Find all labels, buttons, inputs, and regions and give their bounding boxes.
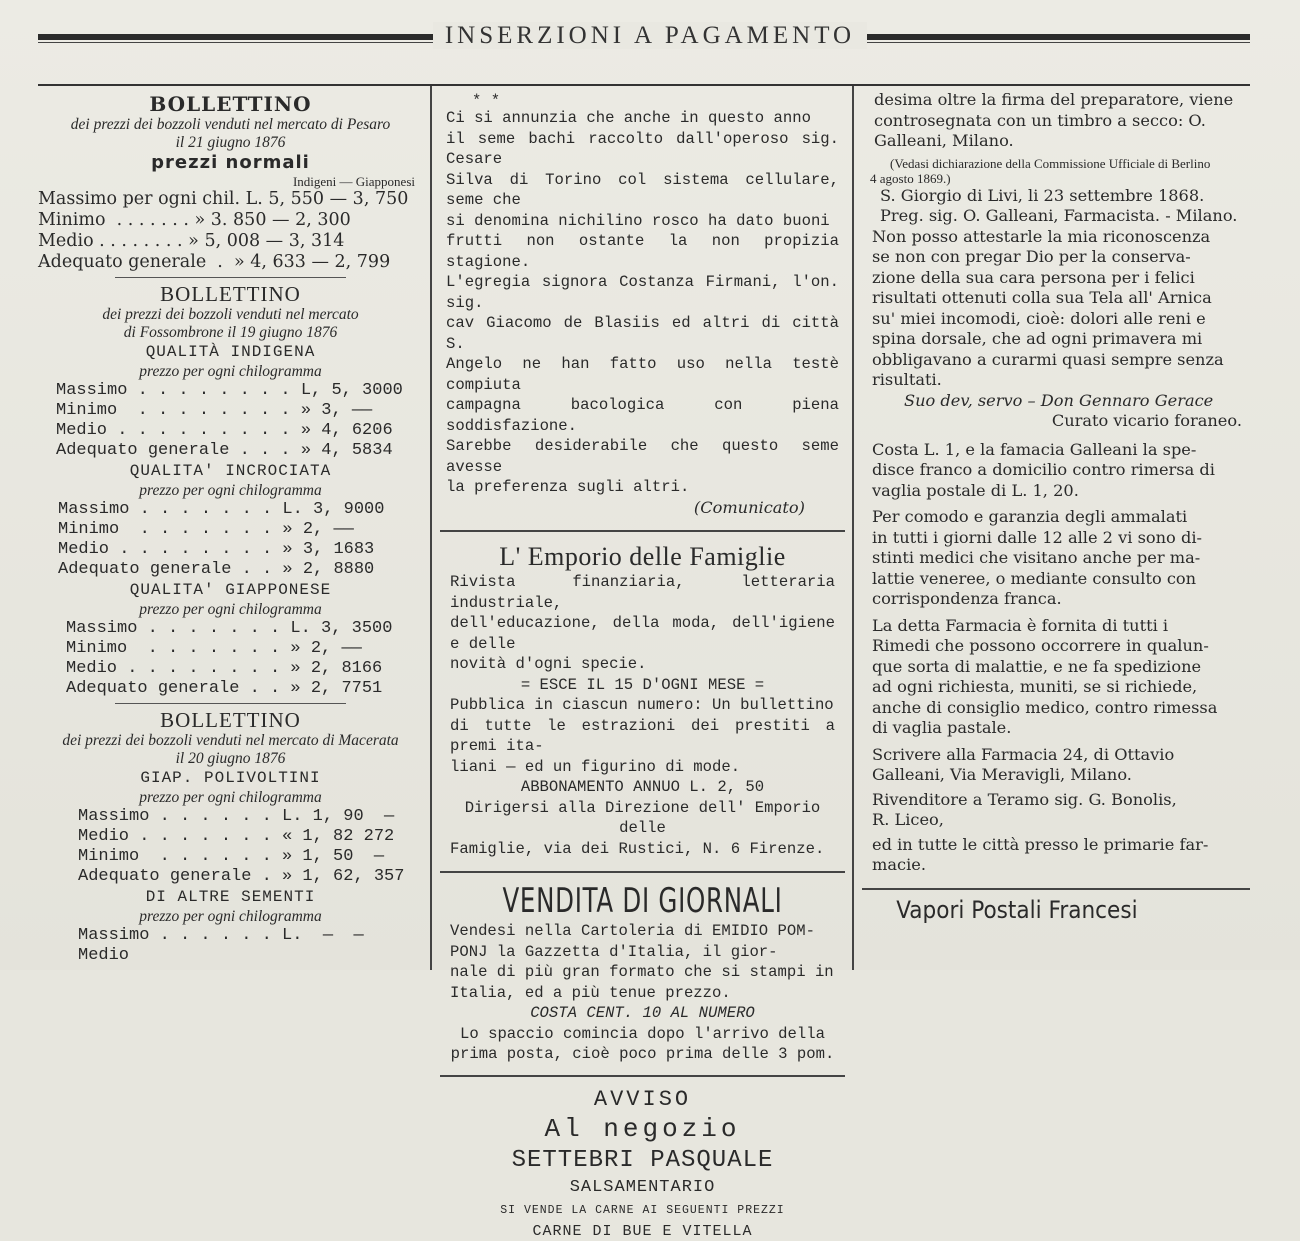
text-line: Galleani, Via Meravigli, Milano.: [872, 765, 1132, 784]
avviso-salsamentario: SALSAMENTARIO: [569, 1177, 716, 1197]
asterism: * *: [472, 92, 501, 110]
qualita-giapponese-heading: QUALITA' GIAPPONESE: [129, 581, 332, 599]
polivoltini-rows: [38, 807, 423, 887]
price-row: Massimo . . . . . . L. 1, 90 —: [78, 807, 395, 826]
divider: [440, 1075, 845, 1077]
text-line: risultati.: [872, 370, 942, 389]
text-line: Lo spaccio comincia dopo l'arrivo della: [460, 1024, 825, 1043]
text-line: cav Giacomo de Blasiis ed altri di città S.: [446, 314, 839, 353]
price-row: Medio . . . . . . . . » 5, 008 — 3, 314: [38, 231, 345, 251]
text-line: stinti medici che visitano anche per ma-: [872, 548, 1201, 567]
giapponese-rows: [38, 619, 423, 699]
price-row: Massimo . . . . . . . L. 3, 3500: [66, 619, 393, 638]
bollettino-pesaro-subtitle: dei prezzi dei bozzoli venduti nel mercato di Pesaro: [70, 116, 391, 133]
price-row: Medio . . . . . . . « 1, 82 272: [78, 827, 395, 846]
qualita-incrociata-heading: QUALITA' INCROCIATA: [129, 462, 332, 480]
signature-2: Curato vicario foraneo.: [1051, 411, 1242, 430]
avviso-title: AVVISO: [593, 1086, 692, 1112]
altre-sementi-heading: DI ALTRE SEMENTI: [145, 888, 316, 906]
text-line: liani — ed un figurino di mode.: [450, 757, 741, 776]
polivoltini-sub: prezzo per ogni chilogramma: [139, 789, 322, 806]
text-line: corrispondenza franca.: [872, 589, 1062, 608]
note-1: (Vedasi dichiarazione della Commissione Ufficiale di Berlino: [890, 155, 1211, 171]
indigena-rows: [38, 381, 423, 461]
note-2: 4 agosto 1869.): [870, 170, 951, 186]
price-row: Massimo . . . . . . L. — —: [78, 926, 364, 945]
emporio-esce: = ESCE IL 15 D'OGNI MESE =: [520, 675, 765, 694]
price-row: Adequato generale . . » 2, 8880: [58, 560, 375, 579]
bollettino-fossombrone-date: di Fossombrone il 19 giugno 1876: [123, 324, 338, 341]
emporio-title: L' Emporio delle Famiglie: [499, 542, 786, 571]
text-line: di vaglia pastale.: [872, 718, 1012, 737]
citta-para: [862, 835, 1250, 876]
letter-text: [862, 227, 1250, 391]
text-line: Italia, ed a più tenue prezzo.: [450, 983, 731, 1002]
text-line: Sarebbe desiderabile che questo seme avesse: [446, 437, 839, 476]
text-line: obbligavano a curarmi quasi sempre senza: [872, 349, 1224, 369]
bollettino-fossombrone-subtitle: dei prezzi dei bozzoli venduti nel mercato: [102, 306, 359, 323]
column-3: [862, 88, 1250, 970]
farmacia-para: [862, 616, 1250, 739]
avviso-prezzi: SI VENDE LA CARNE AI SEGUENTI PREZZI: [500, 1203, 785, 1217]
comunicato-sign: (Comunicato): [693, 497, 805, 517]
bollettino-macerata-title: BOLLETTINO: [160, 708, 301, 732]
text-line: Silva di Torino col sistema cellulare, seme che: [446, 170, 839, 209]
bollettino-fossombrone-title: BOLLETTINO: [160, 282, 301, 306]
signature-1: Suo dev, servo – Don Gennaro Gerace: [904, 390, 1214, 410]
price-row: Medio . . . . . . . . » 2, 8166: [66, 659, 383, 678]
column-divider-2: [852, 86, 854, 970]
price-row: Minimo . . . . . . . » 2, ——: [58, 520, 354, 539]
section-header: INSERZIONI A PAGAMENTO: [0, 22, 1300, 50]
emporio-pubblica: [450, 695, 835, 777]
price-row: Adequato generale . » 4, 633 — 2, 799: [38, 252, 391, 272]
emporio-direzione-1: Dirigersi alla Direzione dell' Emporio delle: [464, 798, 821, 837]
price-row: Massimo . . . . . . . . L, 5, 3000: [56, 381, 403, 400]
altre-sementi-rows: [38, 926, 423, 966]
price-row: Minimo . . . . . . . » 3. 850 — 2, 300: [38, 210, 351, 230]
column-2: [440, 88, 845, 1240]
avviso-block: [440, 1087, 845, 1241]
incrociata-rows: [38, 500, 423, 580]
price-row: Adequato generale . » 1, 62, 357: [78, 867, 405, 886]
qualita-indigena-heading: QUALITÀ INDIGENA: [145, 343, 316, 361]
text-line: si denomina nichilino rosco ha dato buoni: [446, 211, 830, 230]
text-line: vaglia postale di L. 1, 20.: [872, 480, 1079, 500]
altre-sementi-sub: prezzo per ogni chilogramma: [139, 908, 322, 925]
text-line: desima oltre la firma del preparatore, viene: [874, 90, 1234, 109]
text-line: se non con pregar Dio per la conserva-: [872, 247, 1191, 266]
text-line: disce franco a domicilio contro rimersa di: [872, 460, 1215, 479]
price-row: Adequato generale . . » 2, 7751: [66, 679, 383, 698]
emporio-abbonamento: ABBONAMENTO ANNUO L. 2, 50: [520, 778, 765, 796]
text-line: di tutte le estrazioni dei prestiti a premi ita-: [450, 716, 835, 755]
vendita-title-wrap: [440, 881, 845, 921]
column-heads: Indigeni — Giapponesi: [292, 174, 415, 189]
text-line: in tutti i giorni dalle 12 alle 2 vi sono di-: [872, 527, 1202, 547]
divider: [115, 277, 346, 278]
text-line: la preferenza sugli altri.: [446, 478, 690, 496]
column-divider-1: [430, 86, 432, 970]
text-line: il seme bachi raccolto dall'operoso sig. Cesare: [446, 129, 839, 168]
prezzi-normali-heading: prezzi normali: [151, 152, 310, 173]
rivenditore-para: [862, 790, 1250, 831]
text-line: ad ogni richiesta, muniti, se si richiede,: [872, 677, 1198, 696]
bollettino-pesaro-title: BOLLETTINO: [149, 92, 312, 116]
divider: [862, 888, 1250, 890]
bollettino-macerata-subtitle: dei prezzi dei bozzoli venduti nel mercato di Macerata: [62, 732, 399, 749]
price-row: Massimo . . . . . . . L. 3, 9000: [58, 500, 385, 519]
vapori-title: Vapori Postali Francesi: [896, 895, 1138, 924]
text-line: novità d'ogni specie.: [450, 655, 647, 673]
text-line: controsegnata con un timbro a secco: O.: [874, 110, 1206, 130]
text-line: que sorta di malattie, e ne fa spedizione: [872, 656, 1202, 676]
avviso-carne: CARNE DI BUE E VITELLA: [532, 1222, 753, 1240]
text-line: R. Liceo,: [872, 810, 944, 829]
bollettino-pesaro-date: il 21 giugno 1876: [175, 134, 286, 151]
bollettino-macerata-date: il 20 giugno 1876: [175, 750, 286, 767]
text-line: su' miei incomodi, cioè: dolori alle reni e: [872, 308, 1206, 328]
text-line: campagna bacologica con piena soddisfazione.: [446, 396, 839, 435]
text-line: Scrivere alla Farmacia 24, di Ottavio: [872, 744, 1175, 764]
divider: [440, 871, 845, 873]
emporio-direzione-2: Famiglie, via dei Rustici, N. 6 Firenze.: [450, 839, 825, 858]
text-line: risultati ottenuti colla sua Tela all' Arnica: [872, 288, 1212, 307]
text-line: Ci si annunzia che anche in questo anno: [446, 109, 811, 127]
qualita-incrociata-sub: prezzo per ogni chilogramma: [139, 482, 322, 499]
text-line: Rimedi che possono occorrere in qualun-: [872, 636, 1209, 655]
vendita-text: [450, 921, 835, 1003]
text-line: spina dorsale, che ad ogni primavera mi: [872, 329, 1203, 348]
place-date: S. Giorgio di Livi, li 23 settembre 1868.: [880, 185, 1205, 205]
emporio-description: [450, 572, 835, 675]
comunicato-block: [440, 94, 845, 518]
price-row: Minimo . . . . . . » 1, 50 —: [78, 847, 385, 866]
vendita-title: VENDITA DI GIORNALI: [502, 881, 783, 921]
avviso-name: SETTEBRI PASQUALE: [511, 1146, 774, 1174]
vendita-block: [440, 921, 845, 1065]
text-line: nale di più gran formato che si stampi in: [450, 963, 834, 981]
text-line: ed in tutte le città presso le primarie far-: [872, 834, 1209, 854]
price-row: Massimo per ogni chil. L. 5, 550 — 3, 750: [38, 189, 409, 209]
preg-line: Preg. sig. O. Galleani, Farmacista. - Milano.: [880, 206, 1238, 225]
text-line: Non posso attestarle la mia riconoscenza: [872, 226, 1211, 246]
polivoltini-heading: GIAP. POLIVOLTINI: [140, 769, 321, 787]
text-line: Pubblica in ciascun numero: Un bullettino: [450, 696, 834, 714]
text-line: macie.: [872, 855, 926, 874]
text-line: zione della sua cara persona per i felici: [872, 267, 1195, 287]
text-line: Rivenditore a Teramo sig. G. Bonolis,: [872, 789, 1177, 809]
vendita-spaccio: [450, 1024, 835, 1065]
text-line: dell'educazione, della moda, dell'igiene e delle: [450, 614, 835, 653]
comodo-para: [862, 507, 1250, 610]
text-line: frutti non ostante la non propizia stagione.: [446, 232, 839, 271]
costa-para: [862, 440, 1250, 502]
price-row: Minimo . . . . . . . » 2, ——: [66, 639, 362, 658]
text-line: Angelo ne han fatto uso nella testè compiuta: [446, 355, 839, 394]
text-line: L'egregia signora Costanza Firmani, l'on. sig.: [446, 273, 839, 312]
vendita-costa: COSTA CENT. 10 AL NUMERO: [530, 1004, 755, 1022]
text-line: PONJ la Gazzetta d'Italia, il gior-: [450, 942, 778, 961]
qualita-giapponese-sub: prezzo per ogni chilogramma: [139, 601, 322, 618]
text-line: Costa L. 1, e la famacia Galleani la spe-: [872, 439, 1197, 459]
text-line: anche di consiglio medico, contro rimessa: [872, 697, 1218, 717]
price-row: Minimo . . . . . . . . » 3, ——: [56, 401, 373, 420]
qualita-indigena-sub: prezzo per ogni chilogramma: [139, 363, 322, 380]
text-line: Per comodo e garanzia degli ammalati: [872, 507, 1188, 526]
text-line: Vendesi nella Cartoleria di EMIDIO POM-: [450, 922, 815, 940]
text-line: prima posta, cioè poco prima delle 3 pom.: [450, 1045, 835, 1063]
text-line: Rivista finanziaria, letteraria industriale,: [450, 573, 835, 612]
text-line: La detta Farmacia è fornita di tutti i: [872, 615, 1169, 635]
header-rule: [38, 84, 1250, 86]
text-line: Galleani, Milano.: [874, 131, 1014, 150]
price-row: Adequato generale . . . » 4, 5834: [56, 441, 393, 460]
divider: [440, 530, 845, 532]
avviso-negozio: Al negozio: [544, 1113, 741, 1144]
column-1: [38, 88, 423, 970]
price-row: Medio . . . . . . . . . » 4, 6206: [56, 421, 393, 440]
text-line: lattie veneree, o mediante consulto con: [872, 568, 1197, 588]
galleani-top: [862, 90, 1250, 152]
price-row: Medio: [78, 946, 130, 965]
price-row: Medio . . . . . . . . » 3, 1683: [58, 540, 375, 559]
emporio-block: [440, 572, 845, 859]
scrivere-para: [862, 745, 1250, 786]
pesaro-price-rows: [38, 189, 423, 273]
comunicato-text: [446, 108, 839, 498]
divider: [115, 703, 346, 704]
